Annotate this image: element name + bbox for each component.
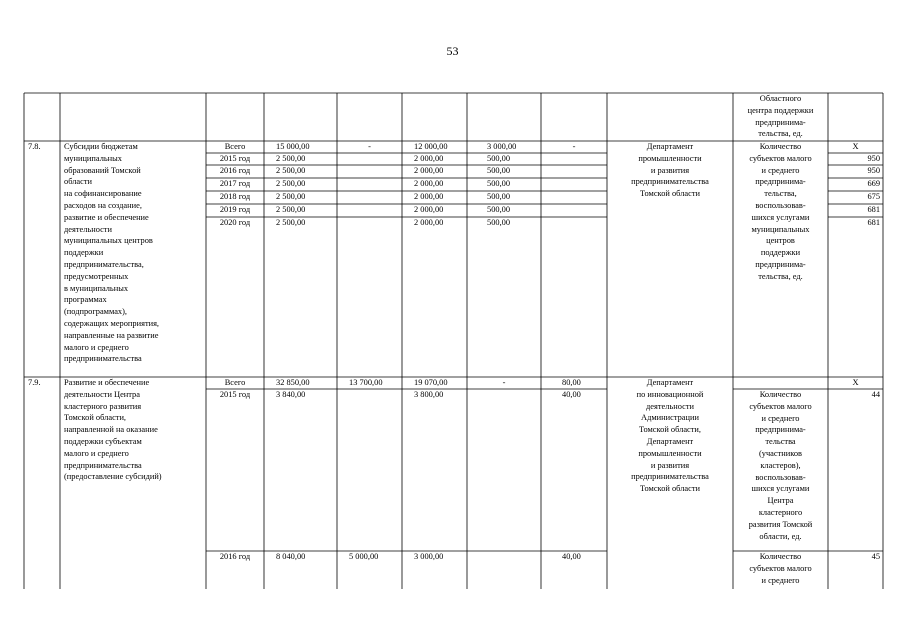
measure-name: Субсидии бюджетам муниципальных образований Томской области на софинансирование расходов на создание, развитие и обеспечение деятельности муниципальных центров поддержки предпринимательства, предусмотренных в муниципальных программах (подпрограммах), содержащих мероприятия, направленные на развитие малого и среднего предпринимательства [64, 142, 160, 364]
indicator-header-cont: Областного центра поддержки предпринима- тельства, ед. [747, 94, 814, 139]
measure-name: Развитие и обеспечение деятельности Центра кластерного развития Томской области, направленной на оказание поддержки субъектам малого и среднего предпринимательства (предоставление субсидий) [64, 378, 162, 482]
executor: Департамент промышленности и развития предпринимательства Томской области [631, 142, 709, 199]
indicator: Количество субъектов малого и среднего предпринима- тельства, воспользовав- шихся услугами муниципальных центров поддержки предпринима- тельства, ед. [749, 142, 812, 281]
page-number: 53 [446, 44, 459, 58]
indicator: Количество субъектов малого и среднего [749, 552, 812, 585]
row-number: 7.8. [28, 142, 41, 151]
indicator: Количество субъектов малого и среднего предпринима- тельства (участников кластеров), воспользовав- шихся услугами Центра кластерного развития Томской области, ед. [748, 390, 813, 541]
executor: Департамент по инновационной деятельности Администрации Томской области, Департамент промышленности и развития предпринимательства Томской области [631, 378, 709, 494]
row-number: 7.9. [28, 378, 41, 387]
